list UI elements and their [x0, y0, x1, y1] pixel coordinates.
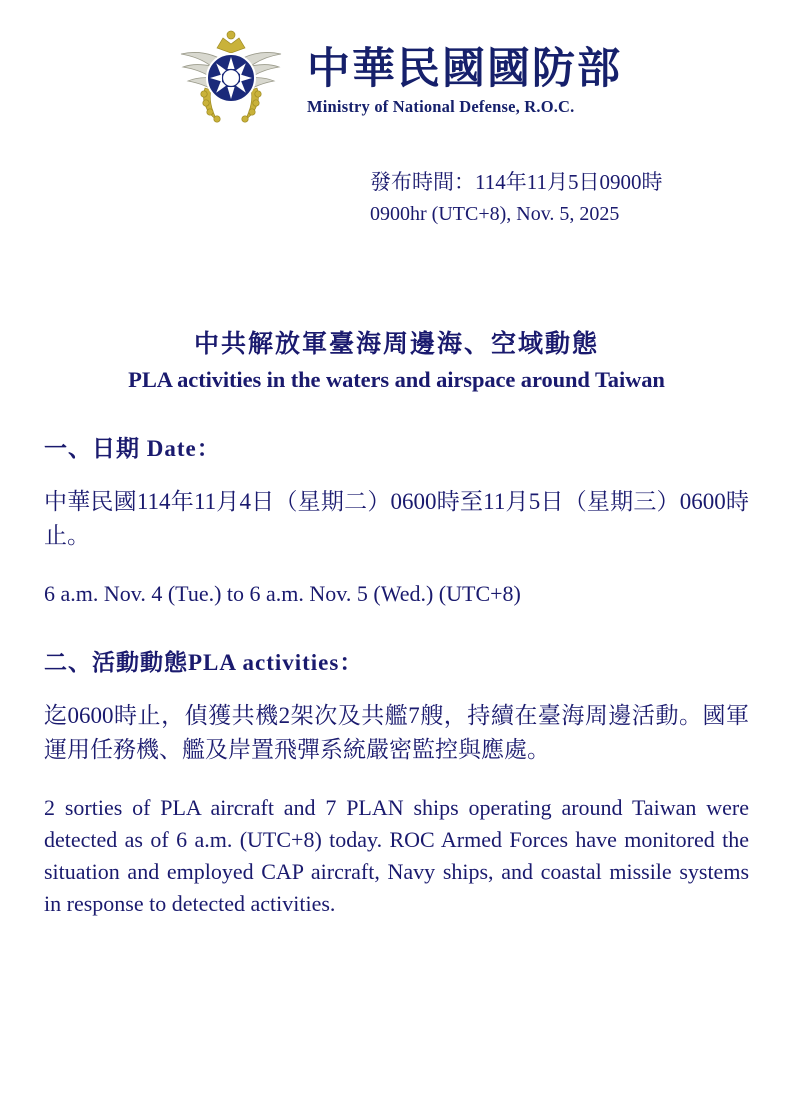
section-2-body-en: 2 sorties of PLA aircraft and 7 PLAN ships operating around Taiwan were detected as of 6 a.m. (UTC+8) today. ROC Armed Forces have monitored the situation and employed CAP aircraft, Navy ships, and coastal missile systems in response to detected activities. [44, 794, 749, 917]
roc-national-emblem-icon [171, 26, 291, 134]
title-en: PLA activities in the waters and airspace around Taiwan [128, 367, 665, 393]
masthead-text [307, 43, 622, 117]
ministry-name-zh: 中華民國國防部 [307, 45, 622, 93]
release-time-block [44, 166, 749, 230]
section-1-body-zh: 中華民國114年11月4日（星期二）0600時至11月5日（星期三）0600時止。 [44, 488, 749, 549]
document-title [44, 328, 749, 396]
ministry-name-en: Ministry of National Defense, R.O.C. [307, 97, 575, 117]
masthead [44, 0, 749, 134]
release-time-zh: 發布時間：114年11月5日0900時 [370, 170, 663, 194]
section-1-body-en: 6 a.m. Nov. 4 (Tue.) to 6 a.m. Nov. 5 (Wed.) (UTC+8) [44, 580, 521, 606]
section-1-heading: 一、日期 Date： [44, 435, 221, 461]
release-time-en: 0900hr (UTC+8), Nov. 5, 2025 [370, 202, 620, 225]
section-2-body-zh: 迄0600時止，偵獲共機2架次及共艦7艘，持續在臺海周邊活動。國軍運用任務機、艦及岸置飛彈系統嚴密監控與應處。 [44, 702, 749, 763]
section-2-heading: 二、活動動態PLA activities： [44, 649, 364, 675]
title-zh: 中共解放軍臺海周邊海、空域動態 [193, 330, 599, 358]
